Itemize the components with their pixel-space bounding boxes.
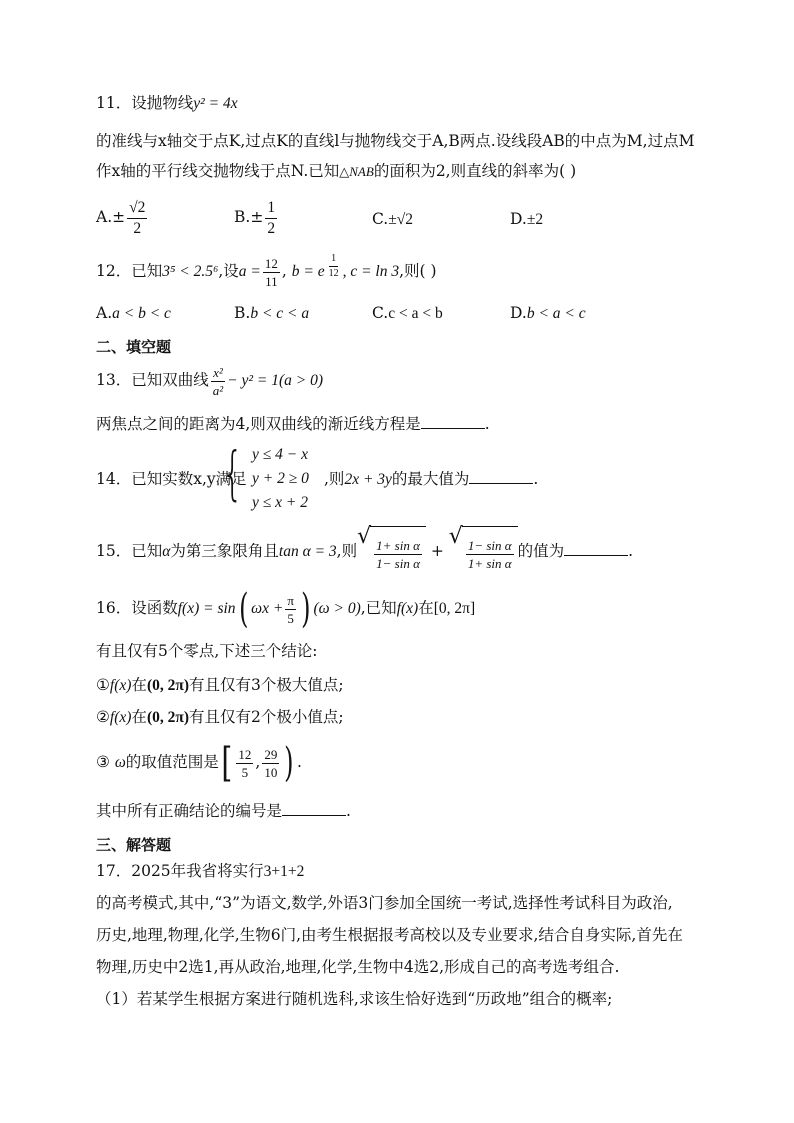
period: . (296, 753, 302, 771)
q17-line3: 历史,地理,物理,化学,生物6门,由考生根据报考高校以及专业要求,结合自身实际,首先在 (96, 926, 683, 944)
q12-option-d (510, 304, 586, 323)
q12-mid: ,设 (218, 262, 239, 280)
q16-statement-2 (96, 706, 344, 729)
option-label: D. (510, 210, 527, 228)
q11-stem (96, 92, 238, 115)
q15-number: 15．已知 (96, 542, 163, 560)
frac-den: 2 (133, 219, 142, 237)
statement-text: 有且仅有3个极大值点; (189, 676, 344, 694)
alpha: α (162, 543, 171, 560)
frac-num: 12 (264, 255, 278, 271)
sqrt-2 (449, 526, 518, 578)
q16-number: 16．设函数 (96, 599, 178, 617)
q15-mid: 为第三象限角且 (170, 542, 279, 560)
q11-line3-tail: 的面积为2,则直线的斜率为( ) (373, 162, 577, 180)
in: 在 (131, 676, 147, 694)
q14-number: 14．已知实数x,y满足 (96, 470, 247, 488)
q14-constraint-3: y ≤ x + 2 (252, 494, 308, 511)
option-label: A. (96, 208, 113, 226)
frac-den: 1+ sin α (467, 555, 512, 571)
section-heading-fill-blank: 二、填空题 (96, 338, 172, 356)
frac-num: 1− sin α (467, 537, 512, 553)
q11-option-c (372, 210, 413, 229)
option-text: a < b < c (112, 305, 171, 322)
frac-num: x² (213, 364, 223, 380)
pm: ± (112, 208, 126, 226)
plus: + (430, 542, 444, 560)
period: . (484, 415, 490, 433)
frac-den: 10 (264, 764, 278, 780)
left-bracket: [ (221, 740, 233, 786)
option-label: D. (510, 304, 527, 322)
q11-option-d (510, 210, 543, 229)
q16-function: f(x) = sin (177, 600, 236, 617)
frac-num: 1+ sin α (376, 537, 420, 553)
q16-condition: (ω > 0) (313, 600, 361, 617)
q16-inner: ωx + (251, 600, 284, 617)
q12-c: , c = ln 3 (342, 263, 400, 280)
q14-mid: ,则 (324, 470, 345, 488)
q16-in: 在 (418, 599, 434, 617)
q11-number: 11．设抛物线 (96, 94, 194, 112)
frac-den: 1− sin α (376, 555, 420, 571)
q12-options (96, 304, 716, 328)
q16-statement-1 (96, 674, 344, 697)
left-paren: ( (238, 586, 249, 632)
statement-text: 的取值范围是 (125, 753, 219, 771)
option-label: B. (234, 304, 251, 322)
frac-den: 5 (287, 610, 294, 626)
omega: ω (114, 754, 126, 771)
q17-line2: 的高考模式,其中,“3”为语文,数学,外语3门参加全国统一考试,选择性考试科目为政治, (96, 894, 673, 912)
q12-a: a = (238, 263, 261, 280)
q16-mid: ,已知 (360, 599, 397, 617)
q12-stem: 12．已知3⁵ < 2.5⁶,设a = $\frac{12}{11}$ , b = e $\frac{1}{12}$ , c = ln 3,则( ) (96, 253, 437, 289)
radical-sign: √ (357, 524, 372, 549)
q12-option-c (372, 304, 443, 323)
in: 在 (131, 708, 147, 726)
frac-den: a² (212, 382, 224, 398)
q13-stem (96, 360, 323, 401)
q14-constraint-1: y ≤ 4 − x (252, 446, 308, 463)
frac-num: 29 (264, 746, 278, 762)
answer-blank[interactable] (469, 469, 533, 484)
option-text: b < a < c (526, 305, 586, 322)
answer-blank[interactable] (564, 541, 628, 556)
period: . (533, 470, 539, 488)
q16-text: 其中所有正确结论的编号是 (96, 802, 283, 820)
answer-blank[interactable] (282, 801, 346, 816)
answer-blank[interactable] (421, 414, 485, 429)
frac (285, 594, 296, 625)
q17-mode: 3+1+2 (263, 863, 305, 880)
left-brace: { (221, 439, 244, 507)
frac (236, 748, 253, 779)
q15-stem (96, 526, 633, 578)
pm: ± (250, 208, 264, 226)
option-label: C. (372, 210, 389, 228)
q16-fx: f(x) (396, 600, 419, 617)
period: . (628, 542, 634, 560)
q17-stem (96, 860, 304, 883)
q16-last-line (96, 800, 351, 822)
q15-mid2: ,则 (336, 542, 358, 560)
q12-b-exp (327, 254, 341, 279)
q16-stem (96, 586, 475, 631)
radical-sign: √ (448, 524, 463, 549)
frac (127, 200, 147, 236)
frac-num: 12 (238, 746, 252, 762)
q17-number: 17．2025年我省将实行 (96, 862, 264, 880)
frac (262, 748, 279, 779)
q12-b: b = e (291, 263, 325, 280)
q13-text: 两焦点之间的距离为4,则双曲线的渐近线方程是 (96, 415, 421, 433)
option-label: A. (96, 304, 113, 322)
frac-num: √2 (127, 200, 147, 219)
option-text: c < a < b (388, 305, 443, 322)
q17-line4: 物理,历史中2选1,再从政治,地理,化学,生物中4选2,形成自己的高考选考组合. (96, 958, 620, 976)
sqrt-1 (357, 526, 426, 578)
q12-a-frac (263, 257, 280, 288)
q14-tail: 的最大值为 (391, 470, 470, 488)
option-text: b < c < a (250, 305, 310, 322)
frac (374, 539, 422, 570)
fx: f(x) (109, 677, 132, 694)
q12-number: 12．已知 (96, 262, 163, 280)
frac-den: 5 (241, 764, 249, 780)
option-text: ±√2 (388, 211, 413, 228)
frac (265, 200, 277, 236)
q11-parabola-eq: y² = 4x (193, 95, 238, 112)
q13-number: 13．已知双曲线 (96, 371, 209, 389)
fx: f(x) (109, 709, 132, 726)
frac-den: 2 (267, 219, 276, 237)
frac (466, 539, 514, 570)
interval: (0, 2π) (146, 709, 190, 726)
q13-frac (211, 366, 225, 397)
q16-statement-3: ③ ω的取值范围是[ $\frac{12}{5}$ , $\frac{29}{10}$ ) . (96, 740, 302, 786)
q11-option-a (96, 200, 149, 236)
q17-sub1: （1）若某学生根据方案进行随机选科,求该生恰好选到“历政地”组合的概率; (96, 990, 613, 1008)
circle-3: ③ (96, 753, 110, 771)
q14-expression: 2x + 3y (344, 471, 392, 488)
interval: (0, 2π) (146, 677, 190, 694)
frac-den: 11 (265, 273, 278, 289)
option-label: C. (372, 304, 389, 322)
q11-option-b (234, 200, 279, 236)
frac-num: π (287, 592, 294, 608)
q11-line3-text: 作x轴的平行线交抛物线于点N.已知 (96, 162, 340, 180)
q13-line2 (96, 413, 490, 435)
circle-2: ② (96, 708, 110, 726)
q16-line2: 有且仅有5个零点,下述三个结论: (96, 642, 318, 660)
q13-rest: − y² = 1(a > 0) (227, 372, 323, 389)
frac-den: 12 (328, 268, 339, 279)
q16-interval: [0, 2π] (433, 600, 476, 617)
q11-line2: 的准线与x轴交于点K,过点K的直线l与抛物线交于A,B两点.设线段AB的中点为M,过点M (96, 132, 695, 150)
right-paren: ) (301, 586, 311, 632)
q12-option-a (96, 304, 171, 323)
q11-line3 (96, 160, 576, 183)
right-paren: ) (284, 740, 294, 786)
period: . (346, 802, 351, 820)
frac-num: 1 (329, 254, 338, 267)
statement-text: 有且仅有2个极小值点; (189, 708, 344, 726)
option-label: B. (234, 208, 251, 226)
q15-condition: tan α = 3 (278, 543, 337, 560)
q12-tail: ,则( ) (399, 262, 437, 280)
circle-1: ① (96, 676, 110, 694)
q14-constraint-2: y + 2 ≥ 0 (252, 470, 309, 487)
q12-inequality: 3⁵ < 2.5⁶ (162, 263, 219, 280)
q11-options (96, 200, 716, 240)
q11-triangle: △NAB (339, 164, 374, 179)
section-heading-answer: 三、解答题 (96, 836, 172, 854)
option-text: ±2 (526, 211, 544, 228)
frac-num: 1 (265, 200, 277, 219)
q15-tail: 的值为 (517, 542, 565, 560)
q12-option-b (234, 304, 309, 323)
